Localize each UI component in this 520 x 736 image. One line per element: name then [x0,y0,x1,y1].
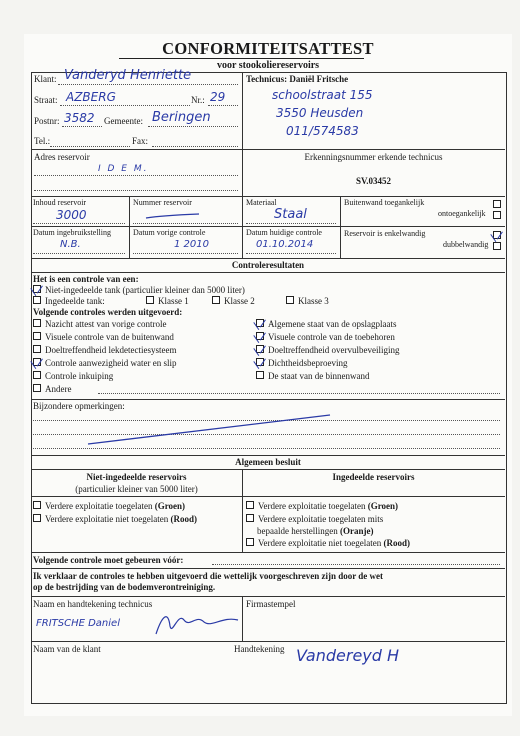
datum-huidige-value[interactable]: 01.10.2014 [256,239,314,250]
handtekening-label: Handtekening [234,644,285,654]
divider-col-1 [129,196,130,258]
klant-label: Klant: [34,74,57,84]
option-klasse1[interactable] [146,296,189,307]
divider-row-13 [31,641,505,642]
niet-ingedeelde-subheading: (particulier kleiner van 5000 liter) [75,484,198,494]
firmastempel-label: Firmastempel [246,599,296,609]
page-title: CONFORMITEITSATTEST [162,39,374,58]
ingedeeld-label: Ingedeelde tank: [45,296,105,306]
erkenning-label: Erkenningsnummer erkende technicus [304,152,443,162]
check-left-1-box[interactable] [33,332,41,340]
adres-reservoir-value[interactable]: I D E M. [98,164,149,174]
klasse1-label: Klasse 1 [158,296,189,306]
besluit-right-opt2-label: Verdere exploitatie toegelaten mits [258,514,384,524]
klasse2-label: Klasse 2 [224,296,255,306]
buitenwand-toegankelijk-label: Buitenwand toegankelijk [344,198,425,207]
enkelwandig-label: Reservoir is enkelwandig [344,229,426,238]
check-left-5-box[interactable] [33,384,41,392]
technicus-line2: 3550 Heusden [276,106,364,120]
besluit-right-opt2-cont [257,526,373,537]
check-left-1-label: Visuele controle van de buitenwand [45,332,174,342]
technicus-line1: schoolstraat 155 [272,88,373,102]
besluit-left-opt2-label: Verdere exploitatie niet toegelaten [45,514,169,524]
divider-row-12 [31,596,505,597]
divider-row-9 [31,496,505,497]
datum-ingebruik-line [33,253,125,254]
check-left-2-box[interactable] [33,345,41,353]
divider-row-2 [31,196,505,197]
controles-uitgevoerd-heading: Volgende controles werden uitgevoerd: [33,307,183,317]
datum-huidige-line [246,253,336,254]
check-right-0-label: Algemene staat van de opslagplaats [268,319,397,329]
divider-signature [242,596,243,641]
check-right-4-box[interactable] [256,371,264,379]
besluit-left-opt1[interactable] [33,501,185,512]
fax-line [152,146,238,147]
besluit-left-opt2[interactable] [33,514,197,525]
technicus-signature-scribble [152,606,242,640]
divider-row-3 [31,226,505,227]
materiaal-line [246,223,336,224]
check-left-5-label: Andere [45,384,72,394]
ingedeeld-checkbox[interactable] [33,296,41,304]
check-left-3-box[interactable] [33,358,41,366]
technicus-signature-name: FRITSCHE Daniel [36,618,120,629]
verklaring-line-1: Ik verklaar de controles te hebben uitgevoerd die wettelijk voorgeschreven zijn door de wet [33,571,384,581]
dubbelwandig-checkbox[interactable] [493,242,501,250]
klasse3-checkbox[interactable] [286,296,294,304]
certificate-sheet [24,34,512,716]
besluit-left-opt1-color: (Groen) [154,501,186,511]
besluit-right-opt2-color: (Oranje) [339,526,374,536]
besluit-right-opt3-color: (Rood) [383,538,410,548]
datum-huidige-label: Datum huidige controle [246,228,322,237]
inhoud-line [33,223,125,224]
opmerkingen-label: Bijzondere opmerkingen: [33,401,125,411]
besluit-left-opt2-color: (Rood) [170,514,197,524]
check-left-4-box[interactable] [33,371,41,379]
besluit-right-opt1-label: Verdere exploitatie toegelaten [258,501,366,511]
page-subtitle: voor stookoliereservoirs [216,60,320,71]
controle-question: Het is een controle van een: [33,274,139,284]
divider-row-6 [31,399,505,400]
niet-ingedeelde-heading: Niet-ingedeelde reservoirs [86,472,187,482]
divider-row-4 [31,258,505,259]
check-left-0-label: Nazicht attest van vorige controle [45,319,167,329]
besluit-right-opt1[interactable] [246,501,398,512]
postnr-line [62,126,102,127]
check-right-1-label: Visuele controle van de toebehoren [268,332,395,342]
besluit-left-opt1-label: Verdere exploitatie toegelaten [45,501,153,511]
besluit-section-title: Algemeen besluit [235,457,301,467]
technicus-line3: 011/574583 [286,124,359,138]
check-left-3-label: Controle aanwezigheid water en slip [45,358,177,368]
besluit-right-opt2[interactable] [246,514,383,525]
divider-col-3 [340,196,341,258]
adres-line-2 [34,190,238,191]
besluit-left-opt1-box[interactable] [33,501,41,509]
check-left-1[interactable] [33,332,174,343]
check-right-1[interactable] [256,332,395,343]
divider-row-1 [31,149,505,150]
materiaal-label: Materiaal [246,198,277,207]
ingedeelde-heading: Ingedeelde reservoirs [332,472,415,482]
klasse1-checkbox[interactable] [146,296,154,304]
check-left-4[interactable] [33,371,113,382]
straat-label: Straat: [34,95,58,105]
divider-row-5 [31,272,505,273]
klant-naam-label: Naam van de klant [33,644,101,654]
option-klasse2[interactable] [212,296,255,307]
divider-row-11 [31,568,505,569]
check-left-5[interactable] [33,384,72,395]
check-right-2[interactable] [256,345,400,356]
check-right-3[interactable] [256,358,347,369]
ontoegankelijk-label: ontoegankelijk [438,209,486,218]
adres-reservoir-label: Adres reservoir [34,152,90,162]
check-left-0-box[interactable] [33,319,41,327]
opmerkingen-scribble [84,412,334,448]
check-right-0-box[interactable] [256,319,264,327]
dubbelwandig-label: dubbelwandig [443,240,489,249]
check-right-0[interactable] [256,319,396,330]
datum-vorige-value[interactable]: 1 2010 [174,239,209,250]
nr-line [208,105,238,106]
klant-line [58,84,238,85]
verklaring-line-2: op de bestrijding van de bodemverontreiniging. [33,582,216,592]
gemeente-label: Gemeente: [104,116,143,126]
fax-label: Fax: [132,136,149,146]
postnr-value[interactable]: 3582 [64,111,95,125]
nr-label: Nr.: [191,95,205,105]
check-right-2-label: Doeltreffendheid overvulbeveiliging [268,345,400,355]
tel-label: Tel.: [34,136,51,146]
klant-value[interactable]: Vanderyd Henriette [64,68,192,83]
besluit-left-opt2-box[interactable] [33,514,41,522]
besluit-right-opt3[interactable] [246,538,410,549]
niet-ingedeeld-label: Niet-ingedeelde tank (particulier kleiner dan 5000 liter) [45,285,245,295]
adres-line-1 [34,175,238,176]
option-niet-ingedeeld[interactable] [33,285,245,296]
check-left-3[interactable] [33,358,176,369]
nummer-scribble [144,210,204,222]
check-left-0[interactable] [33,319,166,330]
besluit-right-opt3-label: Verdere exploitatie niet toegelaten [258,538,382,548]
option-klasse3[interactable] [286,296,329,307]
gemeente-value[interactable]: Beringen [152,110,211,125]
enkelwandig-checkbox[interactable] [493,231,501,239]
datum-vorige-line [133,253,238,254]
check-left-2[interactable] [33,345,177,356]
title-underline [119,58,364,59]
volgende-controle-line [212,564,500,565]
volgende-controle-label: Volgende controle moet gebeuren vóór: [33,555,184,565]
niet-ingedeeld-checkbox[interactable] [33,285,41,293]
nummer-label: Nummer reservoir [133,198,192,207]
check-right-3-box[interactable] [256,358,264,366]
datum-vorige-label: Datum vorige controle [133,228,206,237]
controle-section-title: Controleresultaten [231,260,305,270]
nummer-line [133,223,238,224]
divider-row-7 [31,455,505,456]
divider-row-8 [31,469,505,470]
andere-line [98,393,500,394]
materiaal-value[interactable]: Staal [274,207,307,222]
besluit-right-opt2-label-cont: bepaalde herstellingen [257,526,338,536]
opmerkingen-line-3 [33,448,500,449]
besluit-right-opt1-box[interactable] [246,501,254,509]
check-left-4-label: Controle inkuiping [45,371,114,381]
technicus-signature-label: Naam en handtekening technicus [33,599,153,609]
inhoud-label: Inhoud reservoir [33,198,87,207]
straat-value[interactable]: AZBERG [66,90,116,104]
check-right-2-box[interactable] [256,345,264,353]
besluit-right-opt2-box[interactable] [246,514,254,522]
inhoud-value[interactable]: 3000 [56,208,87,222]
buitenwand-toegankelijk-checkbox[interactable] [493,200,501,208]
datum-ingebruik-value[interactable]: N.B. [60,239,81,250]
check-left-2-label: Doeltreffendheid lekdetectiesysteem [45,345,177,355]
gemeente-line [148,126,238,127]
divider-col-2 [242,196,243,258]
nr-value[interactable]: 29 [210,90,226,104]
check-right-4-label: De staat van de binnenwand [268,371,370,381]
besluit-right-opt1-color: (Groen) [367,501,399,511]
ontoegankelijk-checkbox[interactable] [493,211,501,219]
option-ingedeeld[interactable] [33,296,105,307]
check-right-1-box[interactable] [256,332,264,340]
erkenning-value: SV.03452 [355,176,392,186]
besluit-right-opt3-box[interactable] [246,538,254,546]
check-right-4[interactable] [256,371,369,382]
klasse3-label: Klasse 3 [298,296,329,306]
technicus-label: Technicus: Daniël Fritsche [246,74,349,84]
tel-line [50,146,130,147]
datum-ingebruik-label: Datum ingebruikstelling [33,228,111,237]
postnr-label: Postnr: [34,116,60,126]
check-right-3-label: Dichtheidsbeproeving [268,358,348,368]
klasse2-checkbox[interactable] [212,296,220,304]
divider-row-10 [31,552,505,553]
klant-signature: Vandereyd H [296,646,400,665]
straat-line [60,105,190,106]
